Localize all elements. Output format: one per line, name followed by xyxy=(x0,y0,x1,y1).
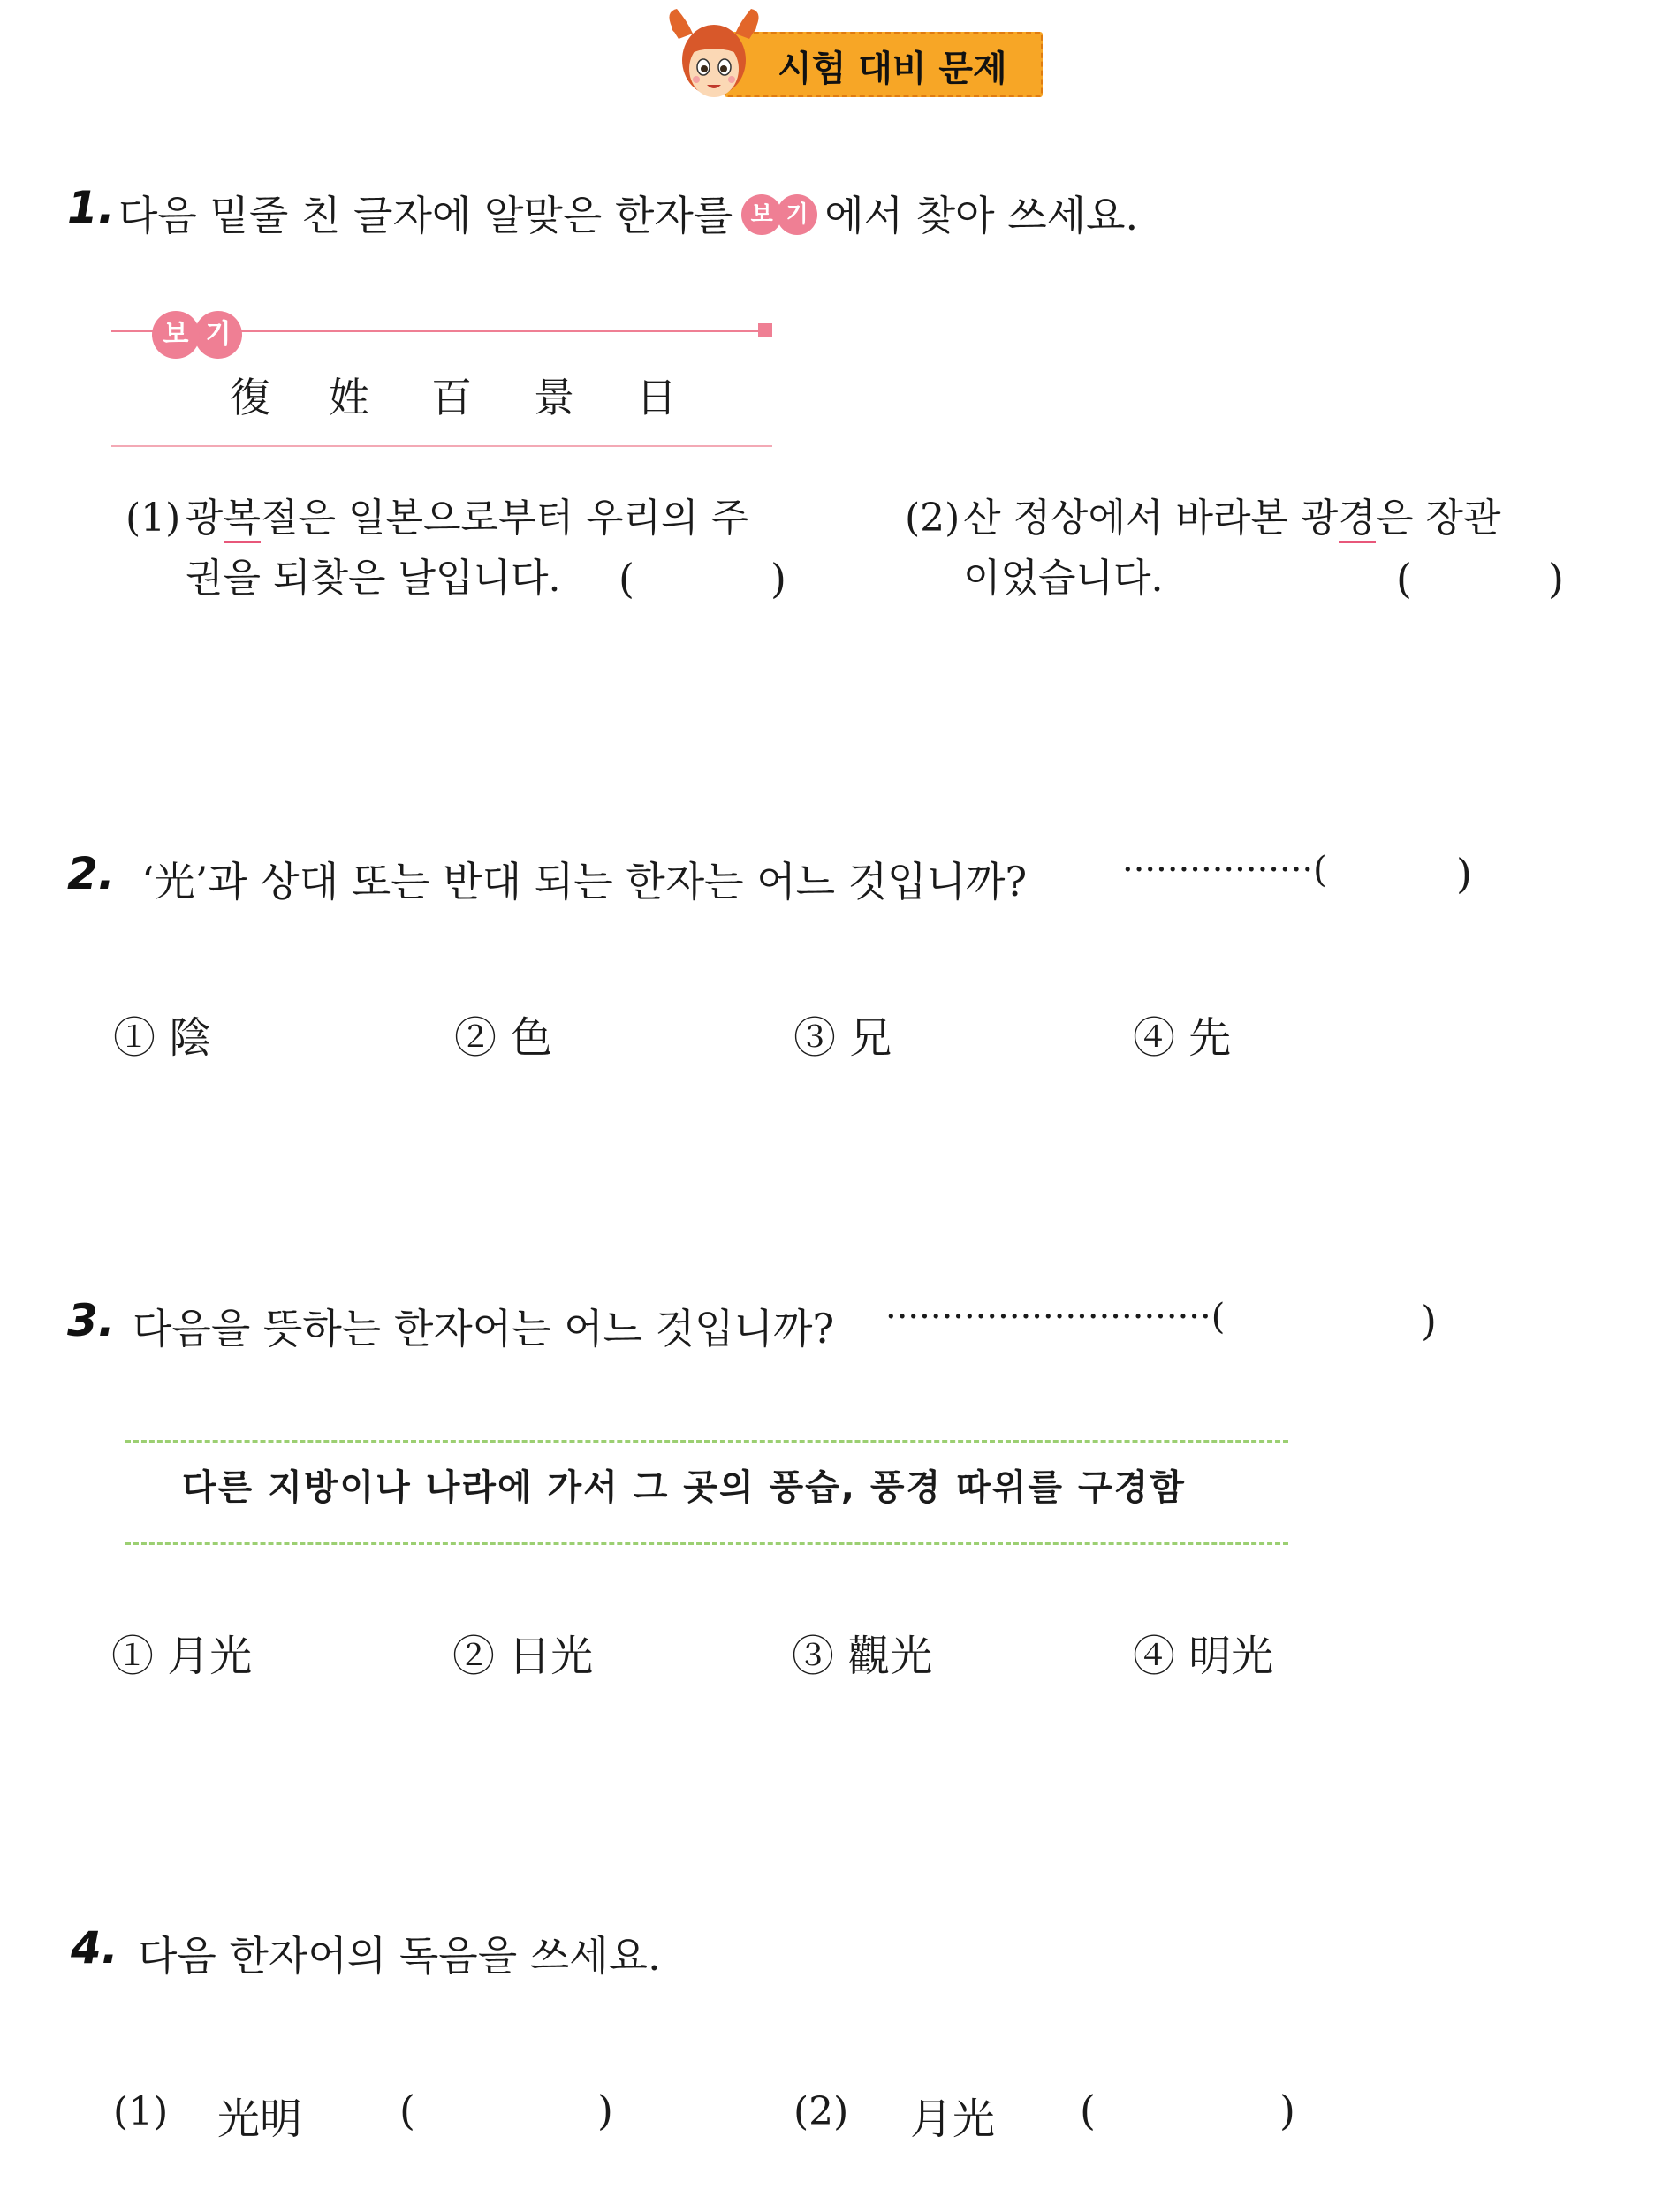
q4-number: 4. xyxy=(71,1922,118,1973)
q4-text: 다음 한자어의 독음을 쓰세요. xyxy=(138,1932,661,1980)
q1-sub2-line2: 이었습니다. xyxy=(963,556,1164,601)
q1-sub1-line1: 광복절은 일본으로부터 우리의 주 xyxy=(186,488,748,549)
q2-option-2[interactable]: ② 色 xyxy=(454,1013,553,1063)
bogi-char: 百 xyxy=(431,374,472,421)
answer-paren-open: ( xyxy=(1396,555,1412,602)
bogi-inline-badge: 기 보 xyxy=(741,194,821,235)
bogi-line-end xyxy=(758,323,772,337)
q2-option-4[interactable]: ④ 先 xyxy=(1133,1013,1232,1063)
bogi-char: 姓 xyxy=(329,374,369,421)
q3-paren-close: ) xyxy=(1421,1297,1437,1345)
answer-paren-open: ( xyxy=(1080,2087,1096,2134)
q3-meaning: 다른 지방이나 나라에 가서 그 곳의 풍습, 풍경 따위를 구경함 xyxy=(182,1467,1186,1508)
meaning-top-divider xyxy=(125,1440,1288,1443)
q1-text-before: 다음 밑줄 친 글자에 알맞은 한자를 xyxy=(118,192,733,239)
q2-leader: ·················( xyxy=(1122,850,1327,890)
q3-leader: ·····························( xyxy=(885,1297,1226,1337)
bogi-char: 景 xyxy=(534,374,574,421)
girl-character-icon xyxy=(661,4,767,106)
meaning-bottom-divider xyxy=(125,1542,1288,1545)
q4-item-1-num: (1) xyxy=(113,2089,169,2134)
q1-sub1-num: (1) xyxy=(125,496,181,541)
q3-number: 3. xyxy=(67,1295,115,1346)
q1-text-after: 에서 찾아 쓰세요. xyxy=(824,192,1139,239)
q3-option-1[interactable]: ① 月光 xyxy=(111,1632,253,1681)
q2-option-1[interactable]: ① 陰 xyxy=(113,1013,212,1063)
answer-paren-close: ) xyxy=(597,2087,613,2134)
answer-paren-open: ( xyxy=(619,555,634,602)
q3-option-3[interactable]: ③ 觀光 xyxy=(792,1632,933,1681)
q2-number: 2. xyxy=(67,848,115,899)
bogi-char: 日 xyxy=(636,374,677,421)
q1-number: 1. xyxy=(67,182,115,233)
underlined-syllable: 경 xyxy=(1339,496,1377,543)
q4-item-1-word: 光明 xyxy=(217,2095,303,2144)
bogi-char: 復 xyxy=(230,374,270,421)
answer-paren-close: ) xyxy=(1548,555,1564,602)
bogi-bottom-line xyxy=(111,445,772,447)
q1-prompt xyxy=(118,184,1138,242)
q4-item-2-num: (2) xyxy=(793,2089,849,2134)
q2-text: ‘光’과 상대 또는 반대 되는 한자는 어느 것입니까? xyxy=(141,858,1028,905)
q1-sub2-num: (2) xyxy=(905,496,960,541)
q1-sub1-line2: 권을 되찾은 날입니다. xyxy=(186,556,561,601)
q1-sub2-line1: 산 정상에서 바라본 광경은 장관 xyxy=(963,488,1501,549)
bogi-badge: 기 보 xyxy=(152,311,249,359)
underlined-syllable: 복 xyxy=(224,496,262,543)
q2-option-3[interactable]: ③ 兄 xyxy=(793,1013,892,1063)
q3-option-4[interactable]: ④ 明光 xyxy=(1133,1632,1274,1681)
q2-paren-close: ) xyxy=(1456,850,1472,898)
answer-paren-close: ) xyxy=(770,555,786,602)
answer-paren-close: ) xyxy=(1279,2087,1295,2134)
q4-item-2-word: 月光 xyxy=(910,2095,996,2144)
page-title: 시험 대비 문제 xyxy=(778,49,1007,89)
q3-text: 다음을 뜻하는 한자어는 어느 것입니까? xyxy=(133,1305,835,1352)
q3-option-2[interactable]: ② 日光 xyxy=(452,1632,594,1681)
answer-paren-open: ( xyxy=(399,2087,415,2134)
